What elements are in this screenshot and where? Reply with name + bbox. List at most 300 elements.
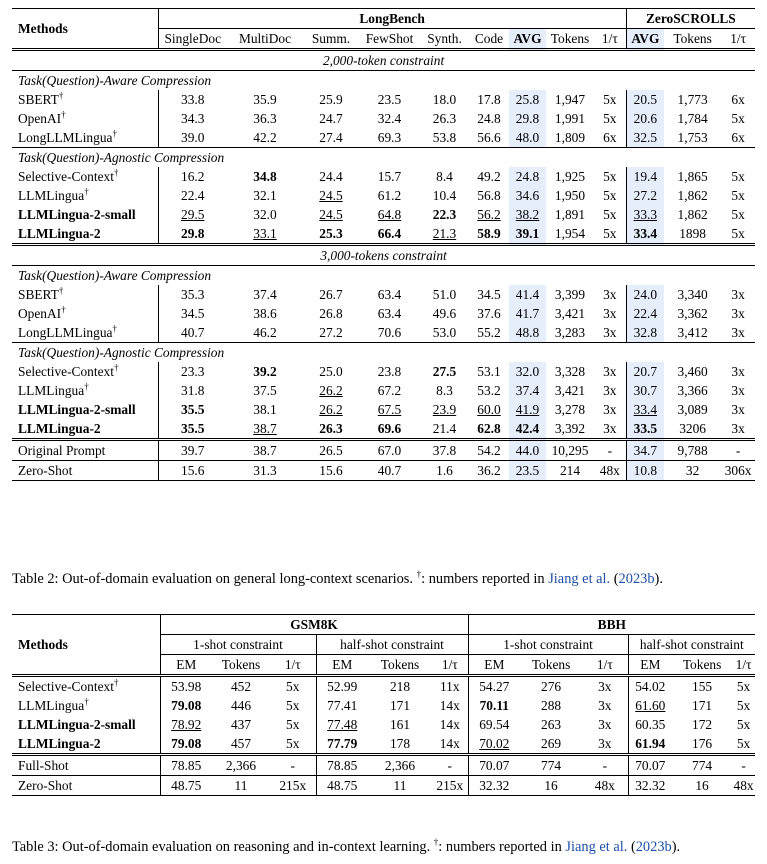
value: 457	[230, 736, 252, 751]
value-cell	[316, 734, 368, 755]
value-cell	[546, 419, 594, 440]
value-cell	[158, 304, 227, 323]
column-header: 1/τ	[441, 657, 458, 672]
value: 5x	[736, 698, 751, 713]
value-cell	[316, 676, 368, 697]
value-cell	[664, 224, 721, 245]
value: 63.4	[377, 306, 402, 321]
value: 31.8	[181, 383, 205, 398]
column-header: 1/τ	[601, 31, 618, 46]
table-row	[12, 50, 755, 71]
value: 55.2	[477, 325, 501, 340]
value: 3x	[598, 717, 612, 732]
table-row	[12, 186, 755, 205]
value-cell: 2,366	[212, 755, 270, 776]
value: 67.2	[377, 383, 402, 398]
value: 38.6	[253, 306, 277, 321]
value: 25.3	[319, 226, 343, 241]
table-row	[12, 676, 755, 697]
value: 1,925	[554, 169, 586, 184]
value: 5x	[736, 679, 751, 694]
value-cell	[509, 362, 546, 381]
value: 53.1	[477, 364, 501, 379]
value-cell	[672, 696, 732, 715]
value: 263	[541, 717, 562, 732]
value-cell	[546, 381, 594, 400]
value-cell	[546, 128, 594, 148]
value-cell	[420, 400, 469, 419]
value-cell	[303, 381, 359, 400]
value: 58.9	[477, 226, 501, 241]
value-cell: 11	[212, 776, 270, 796]
value: 35.5	[181, 421, 205, 436]
longbench-header: LongBench	[158, 9, 626, 29]
value: 22.3	[432, 207, 457, 222]
value: 26.8	[319, 306, 343, 321]
method-name: Selective-Context†	[18, 362, 119, 379]
value-cell	[420, 205, 469, 224]
value: 10.4	[432, 188, 457, 203]
value-cell: 23.5	[509, 461, 546, 481]
value: 3x	[731, 325, 745, 340]
value: 5x	[286, 698, 300, 713]
value-cell: 67.0	[359, 440, 420, 461]
table-row	[12, 205, 755, 224]
value: 37.5	[253, 383, 277, 398]
value-cell	[227, 109, 303, 128]
value-cell	[626, 323, 664, 343]
value: 33.4	[633, 226, 658, 241]
value: 60.35	[635, 717, 666, 732]
value-cell	[469, 285, 509, 304]
value-cell: 38.7	[227, 440, 303, 461]
value: 14x	[439, 736, 460, 751]
value: 70.02	[479, 736, 510, 751]
value-cell	[664, 400, 721, 419]
value: 53.8	[432, 130, 457, 145]
table-row	[12, 400, 755, 419]
value: 6x	[603, 130, 617, 145]
value: 1,784	[677, 111, 708, 126]
value: 21.4	[432, 421, 457, 436]
value-cell	[628, 734, 672, 755]
value: 49.6	[432, 306, 457, 321]
column-header: 1/τ	[730, 31, 747, 46]
value: 171	[389, 698, 411, 713]
value: 53.2	[477, 383, 501, 398]
value-cell	[594, 90, 626, 109]
value: 33.1	[253, 226, 277, 241]
value-cell	[546, 400, 594, 419]
value: 48.0	[515, 130, 540, 145]
method-name: OpenAI†	[18, 109, 66, 126]
group-title: Task(Question)-Aware Compression	[12, 266, 755, 286]
value: 3206	[679, 421, 706, 436]
value-cell	[664, 167, 721, 186]
value: 5x	[286, 679, 300, 694]
value-cell: 78.85	[160, 755, 212, 776]
value: 18.0	[432, 92, 457, 107]
value: 41.9	[515, 402, 540, 417]
value: 35.3	[181, 287, 205, 302]
value-cell: 9,788	[664, 440, 721, 461]
value: 25.0	[319, 364, 343, 379]
value-cell	[626, 304, 664, 323]
value: 34.3	[181, 111, 205, 126]
value: 178	[389, 736, 411, 751]
column-header: EM	[468, 655, 520, 676]
value: 3x	[731, 364, 745, 379]
value-cell	[227, 323, 303, 343]
value: 70.6	[377, 325, 402, 340]
constraint-header: 1-shot constraint	[468, 635, 628, 655]
value-cell	[509, 90, 546, 109]
value-cell	[227, 205, 303, 224]
value: 5x	[603, 169, 617, 184]
value-cell	[721, 381, 755, 400]
citation-year-link[interactable]: 2023b	[635, 839, 672, 855]
value-cell: 1.6	[420, 461, 469, 481]
value-cell	[227, 381, 303, 400]
citation-link[interactable]: Jiang et al.	[565, 839, 628, 855]
value-cell	[672, 676, 732, 697]
column-header: 1/τ	[284, 657, 301, 672]
value: 8.3	[436, 383, 453, 398]
value: 1,865	[677, 169, 708, 184]
table-row	[12, 419, 755, 440]
value: 39.2	[253, 364, 277, 379]
column-header: 1/τ	[596, 657, 613, 672]
value: 172	[692, 717, 713, 732]
value: 37.4	[515, 383, 540, 398]
value: 23.5	[377, 92, 402, 107]
value: 22.4	[181, 188, 205, 203]
value-cell	[158, 205, 227, 224]
citation-link[interactable]: Jiang et al.	[548, 571, 611, 587]
value: 1,773	[677, 92, 708, 107]
value: 22.4	[633, 306, 658, 321]
value: 5x	[286, 736, 300, 751]
value: 155	[692, 679, 713, 694]
value: 3,278	[554, 402, 586, 417]
value: 3,089	[677, 402, 708, 417]
value: 40.7	[181, 325, 205, 340]
group-title: Task(Question)-Aware Compression	[12, 71, 755, 91]
value: 26.2	[319, 383, 343, 398]
table-2-caption: Table 2: Out-of-domain evaluation on general long-context scenarios. †: numbers reported in Jiang et al. (2023b).	[12, 569, 663, 587]
value-cell	[227, 419, 303, 440]
value-cell	[721, 285, 755, 304]
value-cell	[509, 167, 546, 186]
value-cell	[546, 205, 594, 224]
value-cell: -	[732, 755, 755, 776]
value-cell	[359, 304, 420, 323]
value: 34.5	[181, 306, 205, 321]
column-header: EM	[316, 655, 368, 676]
value-cell	[582, 734, 628, 755]
value: 5x	[731, 188, 745, 203]
value-cell	[546, 323, 594, 343]
value-cell	[227, 167, 303, 186]
value-cell	[316, 696, 368, 715]
value: 3,392	[554, 421, 586, 436]
value: 3x	[603, 306, 617, 321]
value-cell: -	[270, 755, 316, 776]
value-cell	[509, 224, 546, 245]
value-cell	[420, 381, 469, 400]
method-name: SBERT†	[18, 285, 64, 302]
value: 3,421	[554, 306, 586, 321]
value: 39.0	[181, 130, 205, 145]
value-cell	[582, 696, 628, 715]
value: 5x	[603, 111, 617, 126]
table-row	[12, 9, 755, 29]
value-cell	[721, 109, 755, 128]
value: 24.5	[319, 207, 343, 222]
value: 34.8	[253, 169, 277, 184]
value: 1,950	[554, 188, 586, 203]
value-cell	[158, 109, 227, 128]
value-cell: 70.07	[468, 755, 520, 776]
value: 3,328	[554, 364, 586, 379]
table-row	[12, 323, 755, 343]
value: 32.1	[253, 188, 277, 203]
gsm8k-header: GSM8K	[160, 615, 468, 635]
value-cell	[303, 128, 359, 148]
method-name: Zero-Shot	[12, 461, 158, 481]
value-cell	[158, 381, 227, 400]
value: 5x	[731, 226, 745, 241]
value-cell	[212, 715, 270, 734]
methods-header: Methods	[12, 615, 160, 676]
value-cell	[303, 186, 359, 205]
value-cell	[626, 419, 664, 440]
value-cell: 37.8	[420, 440, 469, 461]
value: 14x	[439, 698, 460, 713]
value-cell	[432, 676, 468, 697]
value: 21.3	[432, 226, 457, 241]
citation-year-link[interactable]: 2023b	[618, 571, 655, 587]
value: 32.0	[515, 364, 540, 379]
value-cell	[721, 304, 755, 323]
value: 3,362	[677, 306, 708, 321]
value: 35.9	[253, 92, 277, 107]
value-cell	[721, 205, 755, 224]
value: 1,862	[677, 188, 708, 203]
value: 3x	[598, 698, 612, 713]
value-cell	[721, 186, 755, 205]
column-header: 1/τ	[735, 657, 752, 672]
value: 33.8	[181, 92, 205, 107]
value-cell	[509, 285, 546, 304]
value: 77.48	[327, 717, 358, 732]
value-cell	[303, 167, 359, 186]
value-cell	[158, 186, 227, 205]
value: 3x	[731, 402, 745, 417]
value: 3x	[603, 287, 617, 302]
method-name: Selective-Context†	[12, 676, 160, 697]
column-header: SingleDoc	[158, 29, 227, 50]
method-name: LLMLingua-2-small	[18, 717, 136, 732]
value-cell	[270, 715, 316, 734]
column-header: Tokens	[380, 657, 420, 672]
value: 1,954	[554, 226, 586, 241]
value-cell	[509, 323, 546, 343]
value-cell	[594, 323, 626, 343]
value-cell	[420, 323, 469, 343]
value-cell	[468, 734, 520, 755]
value-cell: 48.75	[160, 776, 212, 796]
column-header: Tokens	[673, 31, 712, 46]
value-cell	[594, 128, 626, 148]
table-row	[12, 304, 755, 323]
value-cell	[520, 696, 582, 715]
value: 69.6	[377, 421, 402, 436]
value-cell	[359, 109, 420, 128]
value-cell: 31.3	[227, 461, 303, 481]
value: 63.4	[377, 287, 402, 302]
value: 38.2	[515, 207, 540, 222]
column-header: Summ.	[311, 31, 351, 46]
value-cell	[420, 419, 469, 440]
value-cell	[664, 109, 721, 128]
value: 35.5	[181, 402, 205, 417]
zeroscrolls-header: ZeroSCROLLS	[626, 9, 755, 29]
method-name: LLMLingua-2	[18, 226, 101, 241]
value-cell: -	[582, 755, 628, 776]
value-cell	[469, 304, 509, 323]
value-cell	[227, 128, 303, 148]
table-row	[12, 266, 755, 286]
value-cell	[594, 381, 626, 400]
value-cell: 10.8	[626, 461, 664, 481]
value-cell: 39.7	[158, 440, 227, 461]
value: 26.2	[319, 402, 343, 417]
value-cell	[469, 362, 509, 381]
value: 62.8	[477, 421, 501, 436]
value-cell: -	[721, 440, 755, 461]
value-cell	[420, 285, 469, 304]
value: 42.4	[515, 421, 540, 436]
value-cell	[469, 186, 509, 205]
value-cell	[509, 400, 546, 419]
value-cell	[520, 734, 582, 755]
value-cell	[158, 323, 227, 343]
value-cell: 48.75	[316, 776, 368, 796]
value: 56.8	[477, 188, 501, 203]
value: 14x	[439, 717, 460, 732]
value-cell	[664, 381, 721, 400]
value: 48.8	[515, 325, 540, 340]
value-cell	[546, 167, 594, 186]
value: 5x	[603, 207, 617, 222]
value-cell	[664, 323, 721, 343]
section-title: 3,000-tokens constraint	[12, 245, 755, 266]
method-name: LLMLingua-2	[18, 736, 101, 751]
value: 27.4	[319, 130, 343, 145]
method-name: LLMLingua†	[18, 381, 89, 398]
value: 29.8	[515, 111, 540, 126]
table-row	[12, 167, 755, 186]
value-cell	[628, 696, 672, 715]
value-cell: 26.5	[303, 440, 359, 461]
value: 24.5	[319, 188, 343, 203]
value: 24.8	[477, 111, 501, 126]
value-cell	[359, 362, 420, 381]
value: 37.4	[253, 287, 277, 302]
table-row	[12, 615, 755, 635]
value-cell: 214	[546, 461, 594, 481]
value-cell	[270, 734, 316, 755]
value: 6x	[731, 130, 745, 145]
table-row	[12, 285, 755, 304]
value-cell	[509, 109, 546, 128]
value-cell	[212, 734, 270, 755]
value-cell	[509, 381, 546, 400]
method-name: LLMLingua†	[18, 186, 89, 203]
value: 5x	[731, 207, 745, 222]
value: 171	[692, 698, 713, 713]
value-cell	[664, 205, 721, 224]
value-cell	[158, 362, 227, 381]
value-cell	[432, 734, 468, 755]
value-cell	[227, 90, 303, 109]
value-cell: -	[594, 440, 626, 461]
value-cell	[469, 419, 509, 440]
value: 77.41	[327, 698, 358, 713]
value-cell: 48x	[582, 776, 628, 796]
methods-header: Methods	[12, 9, 158, 50]
value-cell	[509, 205, 546, 224]
method-name: Original Prompt	[12, 440, 158, 461]
value: 1,809	[554, 130, 586, 145]
value: 56.6	[477, 130, 501, 145]
value: 11x	[439, 679, 460, 694]
value: 26.3	[432, 111, 457, 126]
table-3-caption: Table 3: Out-of-domain evaluation on reasoning and in-context learning. †: numbers reported in Jiang et al. (2023b).	[12, 837, 681, 855]
value-cell	[469, 224, 509, 245]
value-cell	[626, 285, 664, 304]
value: 16.2	[181, 169, 205, 184]
value: 446	[230, 698, 252, 713]
value-cell	[227, 400, 303, 419]
value-cell	[303, 323, 359, 343]
value-cell	[546, 224, 594, 245]
value-cell	[158, 128, 227, 148]
value-cell	[721, 167, 755, 186]
value-cell	[594, 419, 626, 440]
value-cell	[303, 109, 359, 128]
value: 69.3	[377, 130, 402, 145]
value: 1,991	[554, 111, 586, 126]
value-cell	[626, 205, 664, 224]
value-cell	[468, 676, 520, 697]
value: 38.7	[253, 421, 277, 436]
value-cell	[158, 224, 227, 245]
value: 41.7	[515, 306, 540, 321]
value-cell	[721, 90, 755, 109]
value-cell	[672, 715, 732, 734]
value-cell: 15.6	[303, 461, 359, 481]
value-cell	[732, 676, 755, 697]
table-row	[12, 776, 755, 796]
value-cell	[420, 304, 469, 323]
value-cell	[303, 419, 359, 440]
value-cell: 70.07	[628, 755, 672, 776]
value-cell	[664, 186, 721, 205]
value: 36.3	[253, 111, 277, 126]
value-cell	[158, 400, 227, 419]
